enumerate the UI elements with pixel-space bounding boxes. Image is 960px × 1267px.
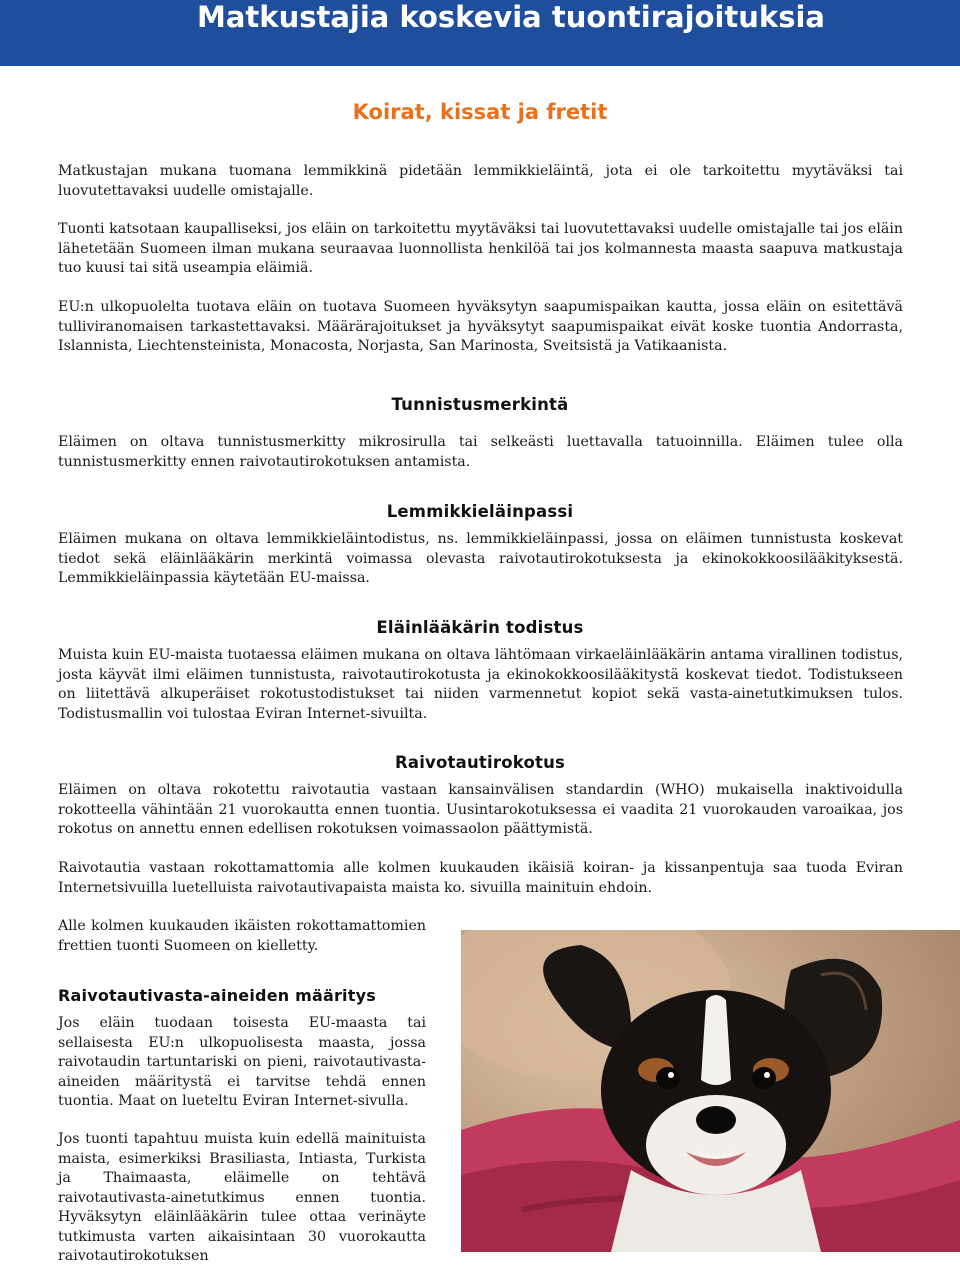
tunnistusmerkinta-text: Eläimen on oltava tunnistusmerkitty mikrosirulla tai selkeästi luettavalla tatuoinnilla. Eläimen tulee olla tunnistusmerkitty ennen raivotautirokotuksen antamista. [58, 434, 903, 470]
elainlaakarin-todistus-text: Muista kuin EU-maista tuotaessa eläimen mukana on oltava lähtömaan virkaeläinlääkärin antama virallinen todistus, josta käyvät ilmi eläimen tunnistusta, raivotautirokotusta ja ekinokokkoosilääkitystä koskevat tiedot. Todistukseen on liitettävä alkuperäiset rokotustodistukset tai niiden varmennetut kopiot sekä vasta-ainetutkimuksen tulos. Todistusmallin voi tulostaa Eviran Internet-sivuilta. [58, 647, 903, 722]
raivotautirokotus-text-2: Raivotautia vastaan rokottamattomia alle kolmen kuukauden ikäisiä koiran- ja kissanpentuja saa tuoda Eviran Internetsivuilla luetelluista raivotautivapaista maista ko. sivuilla mainituin ehdoin. [58, 860, 903, 896]
dog-illustration [461, 930, 960, 1252]
subtitle: Koirat, kissat ja fretit [352, 100, 608, 124]
heading-tunnistusmerkinta: Tunnistusmerkintä [391, 395, 569, 414]
heading-lemmikkielainpassi: Lemmikkieläinpassi [386, 502, 574, 521]
vasta-aine-text-2: Jos tuonti tapahtuu muista kuin edellä mainituista maista, esimerkiksi Brasiliasta, Intiasta, Turkista ja Thaimaasta, eläimelle on tehtävä raivotautivasta-ainetutkimus ennen tuontia. Hyväksytyn eläinlääkärin tulee ottaa verinäyte tutkimusta varten aikaisintaan 30 vuorokautta raivotautirokotuksen [58, 1131, 426, 1264]
intro-paragraph-1: Matkustajan mukana tuomana lemmikkinä pidetään lemmikkieläintä, jota ei ole tarkoitettu myytäväksi tai luovutettavaksi uudelle omistajalle. [58, 163, 903, 199]
lemmikkielainpassi-text: Eläimen mukana on oltava lemmikkieläintodistus, ns. lemmikkieläinpassi, jossa on eläimen tunnistusta koskevat tiedot sekä eläinlääkärin merkintä voimassa olevasta raivotautirokotuksesta ja ekinokokkoosilääkityksestä. Lemmikkieläinpassia käytetään EU-maissa. [58, 531, 903, 586]
raivotautirokotus-text-3: Alle kolmen kuukauden ikäisten rokottamattomien frettien tuonti Suomeen on kielletty. [58, 918, 426, 954]
raivotautirokotus-text-1: Eläimen on oltava rokotettu raivotautia vastaan kansainvälisen standardin (WHO) mukaisella inaktivoidulla rokotteella vähintään 21 vuorokautta ennen tuontia. Uusintarokotuksessa ei vaadita 21 vuorokauden varoaikaa, jos rokotus on annettu ennen edellisen rokotuksen voimassaolon päättymistä. [58, 782, 903, 837]
vasta-aine-text-1: Jos eläin tuodaan toisesta EU-maasta tai sellaisesta EU:n ulkopuolisesta maasta, jossa raivotaudin tartuntariski on pieni, raivotautivasta-aineiden määritystä ei tarvitse tehdä ennen tuontia. Maat on lueteltu Eviran Internet-sivulla. [58, 1015, 426, 1109]
heading-raivotautirokotus: Raivotautirokotus [394, 753, 566, 772]
dog-photo [461, 930, 960, 1252]
heading-raivotautivasta-aineiden-maaritys: Raivotautivasta-aineiden määritys [58, 986, 376, 1005]
header-bar [0, 0, 960, 66]
intro-paragraph-3: EU:n ulkopuolelta tuotava eläin on tuotava Suomeen hyväksytyn saapumispaikan kautta, jossa eläin on esitettävä tulliviranomaisen tarkastettavaksi. Määrärajoitukset ja hyväksytyt saapumispaikat eivät koske tuontia Andorrasta, Islannista, Liechtensteinista, Monacosta, Norjasta, San Marinosta, Sveitsistä ja Vatikaanista. [58, 299, 903, 354]
page-title: Matkustajia koskevia tuontirajoituksia [197, 0, 825, 34]
intro-paragraph-2: Tuonti katsotaan kaupalliseksi, jos eläin on tarkoitettu myytäväksi tai luovutettavaksi uudelle omistajalle tai jos eläin lähetetään Suomeen ilman mukana seuraavaa luonnollista henkilöä tai jos kolmannesta maasta saapuva matkustaja tuo kuusi tai sitä useampia eläimiä. [58, 221, 903, 276]
heading-elainlaakarin-todistus: Eläinlääkärin todistus [376, 618, 584, 637]
